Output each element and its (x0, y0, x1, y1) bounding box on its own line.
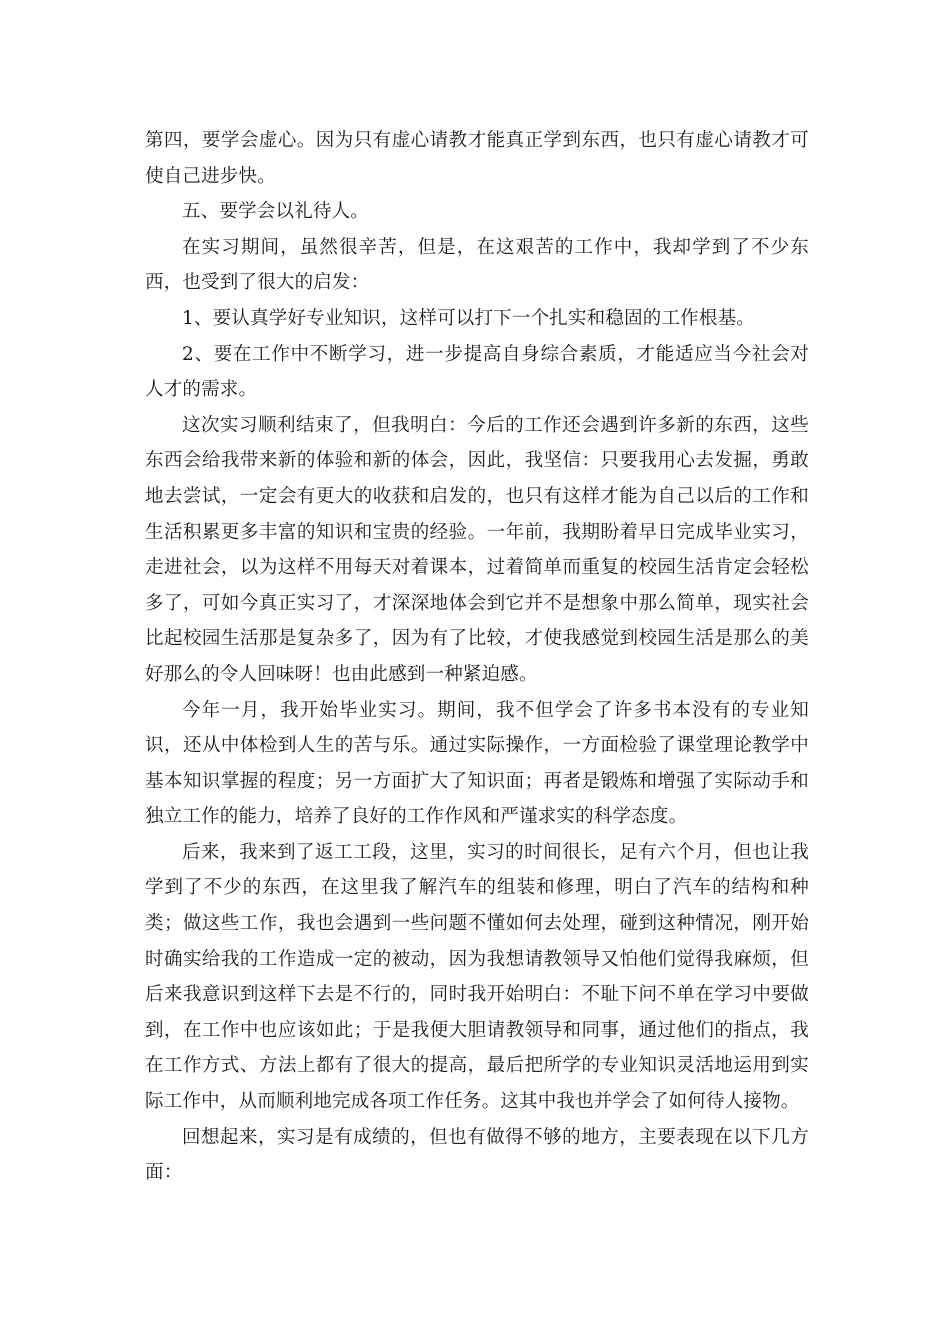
paragraph-point-2: 2、要在工作中不断学习，进一步提高自身综合素质，才能适应当今社会对人才的需求。 (145, 343, 809, 401)
paragraph-courtesy-heading: 五、要学会以礼待人。 (182, 201, 370, 223)
document-body (145, 123, 809, 1191)
paragraph-humility: 第四，要学会虚心。因为只有虚心请教才能真正学到东西，也只有虚心请教才可使自己进步快。 (145, 130, 809, 187)
paragraph-reflection: 回想起来，实习是有成绩的，但也有做得不够的地方，主要表现在以下几方面： (145, 1126, 809, 1184)
paragraph-january-internship: 今年一月，我开始毕业实习。期间，我不但学会了许多书本没有的专业知识，还从中体检到人生的苦与乐。通过实际操作，一方面检验了课堂理论教学中基本知识掌握的程度；另一方面扩大了知识面；再者是锻炼和增强了实际动手和独立工作的能力，培养了良好的工作作风和严谨求实的科学态度。 (145, 699, 809, 828)
paragraph-internship-end: 这次实习顺利结束了，但我明白：今后的工作还会遇到许多新的东西，这些东西会给我带来新的体验和新的体会，因此，我坚信：只要我用心去发掘，勇敢地去尝试，一定会有更大的收获和启发的，也只有这样才能为自己以后的工作和生活积累更多丰富的知识和宝贵的经验。一年前，我期盼着早日完成毕业实习，走进社会，以为这样不用每天对着课本，过着简单而重复的校园生活肯定会轻松多了，可如今真正实习了，才深深地体会到它并不是想象中那么简单，现实社会比起校园生活那是复杂多了，因为有了比较，才使我感觉到校园生活是那么的美好那么的令人回味呀！也由此感到一种紧迫感。 (145, 414, 809, 685)
paragraph-inspiration-intro: 在实习期间，虽然很辛苦，但是，在这艰苦的工作中，我却学到了不少东西，也受到了很大的启发： (145, 236, 809, 294)
paragraph-rework-section: 后来，我来到了返工工段，这里，实习的时间很长，足有六个月，但也让我学到了不少的东西，在这里我了解汽车的组装和修理，明白了汽车的结构和种类；做这些工作，我也会遇到一些问题不懂如何去处理，碰到这种情况，刚开始时确实给我的工作造成一定的被动，因为我想请教领导又怕他们觉得我麻烦，但后来我意识到这样下去是不行的，同时我开始明白：不耻下问不单在学习中要做到，在工作中也应该如此；于是我便大胆请教领导和同事，通过他们的指点，我在工作方式、方法上都有了很大的提高，最后把所学的专业知识灵活地运用到实际工作中，从而顺利地完成各项工作任务。这其中我也并学会了如何待人接物。 (145, 841, 809, 1113)
paragraph-point-1: 1、要认真学好专业知识，这样可以打下一个扎实和稳固的工作根基。 (182, 307, 755, 329)
